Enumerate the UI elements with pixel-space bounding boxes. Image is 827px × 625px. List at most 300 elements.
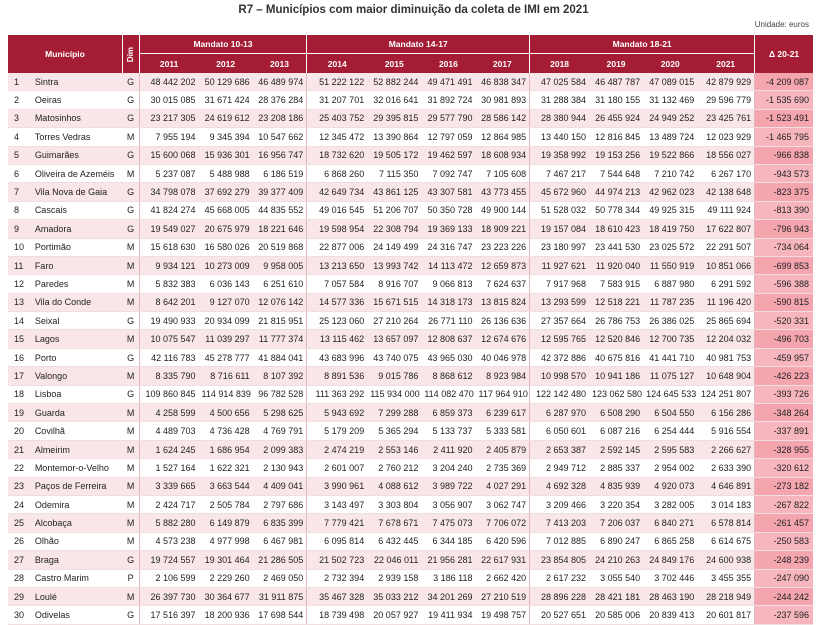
year-value: 7 413 203	[530, 514, 589, 532]
year-value: 3 455 355	[697, 569, 754, 587]
delta-value: -1 535 690	[755, 91, 813, 109]
delta-value: -813 390	[755, 201, 813, 219]
year-value: 22 291 507	[697, 238, 754, 256]
row-index: 24	[8, 495, 29, 513]
year-value: 115 934 000	[367, 385, 421, 403]
year-value: 12 518 221	[589, 293, 643, 311]
delta-value: -348 264	[755, 404, 813, 422]
year-value: 5 916 554	[697, 422, 754, 440]
year-value: 2 229 260	[199, 569, 253, 587]
municipality-name: Seixal	[29, 312, 123, 330]
year-value: 28 421 181	[589, 587, 643, 605]
municipality-name: Matosinhos	[29, 109, 123, 127]
year-value: 4 409 041	[253, 477, 307, 495]
year-value: 25 403 752	[307, 109, 367, 127]
year-value: 7 092 747	[421, 164, 475, 182]
dimension-code: G	[123, 220, 140, 238]
header-year: 2017	[475, 54, 529, 74]
municipalities-table	[8, 35, 813, 625]
dimension-code: G	[123, 73, 140, 91]
year-value: 6 036 143	[199, 275, 253, 293]
year-value: 6 267 170	[697, 164, 754, 182]
year-value: 19 369 133	[421, 220, 475, 238]
year-value: 4 500 656	[199, 404, 253, 422]
year-value: 12 808 637	[421, 330, 475, 348]
year-value: 46 489 974	[253, 73, 307, 91]
year-value: 6 840 271	[643, 514, 697, 532]
row-index: 5	[8, 146, 29, 164]
table-row	[8, 256, 813, 274]
year-value: 10 547 662	[253, 128, 307, 146]
year-value: 7 467 217	[530, 164, 589, 182]
header-year: 2016	[421, 54, 475, 74]
delta-value: -244 242	[755, 587, 813, 605]
year-value: 45 672 960	[530, 183, 589, 201]
dimension-code: M	[123, 293, 140, 311]
delta-value: -261 457	[755, 514, 813, 532]
delta-value: -273 182	[755, 477, 813, 495]
year-value: 49 925 315	[643, 201, 697, 219]
municipality-name: Torres Vedras	[29, 128, 123, 146]
delta-value: -247 090	[755, 569, 813, 587]
year-value: 15 600 068	[139, 146, 198, 164]
year-value: 13 390 864	[367, 128, 421, 146]
year-value: 6 149 879	[199, 514, 253, 532]
year-value: 50 350 728	[421, 201, 475, 219]
municipality-name: Amadora	[29, 220, 123, 238]
year-value: 9 934 121	[139, 256, 198, 274]
year-value: 17 622 807	[697, 220, 754, 238]
year-value: 26 455 924	[589, 109, 643, 127]
year-value: 19 411 934	[421, 606, 475, 624]
year-value: 3 143 497	[307, 495, 367, 513]
table-row	[8, 569, 813, 587]
year-value: 2 760 212	[367, 459, 421, 477]
year-value: 2 106 599	[139, 569, 198, 587]
year-value: 2 266 627	[697, 440, 754, 458]
year-value: 43 773 455	[475, 183, 529, 201]
dimension-code: M	[123, 477, 140, 495]
year-value: 114 914 839	[199, 385, 253, 403]
year-value: 2 592 145	[589, 440, 643, 458]
year-value: 37 692 279	[199, 183, 253, 201]
year-value: 26 771 110	[421, 312, 475, 330]
row-index: 30	[8, 606, 29, 624]
year-value: 2 099 383	[253, 440, 307, 458]
year-value: 6 835 399	[253, 514, 307, 532]
year-value: 3 989 722	[421, 477, 475, 495]
row-index: 12	[8, 275, 29, 293]
year-value: 18 221 646	[253, 220, 307, 238]
year-value: 12 204 032	[697, 330, 754, 348]
year-value: 5 943 692	[307, 404, 367, 422]
year-value: 2 469 050	[253, 569, 307, 587]
year-value: 12 864 985	[475, 128, 529, 146]
header-group-mandato-10-13: Mandato 10-13	[139, 35, 307, 54]
year-value: 12 076 142	[253, 293, 307, 311]
year-value: 47 025 584	[530, 73, 589, 91]
year-value: 18 909 221	[475, 220, 529, 238]
year-value: 7 210 742	[643, 164, 697, 182]
year-value: 24 316 747	[421, 238, 475, 256]
delta-value: -250 583	[755, 532, 813, 550]
year-value: 47 089 015	[643, 73, 697, 91]
year-value: 40 046 978	[475, 348, 529, 366]
dimension-code: M	[123, 459, 140, 477]
year-value: 124 645 533	[643, 385, 697, 403]
year-value: 51 528 032	[530, 201, 589, 219]
year-value: 9 958 005	[253, 256, 307, 274]
year-value: 21 286 505	[253, 551, 307, 569]
year-value: 7 012 885	[530, 532, 589, 550]
year-value: 51 222 122	[307, 73, 367, 91]
municipality-name: Olhão	[29, 532, 123, 550]
municipality-name: Cascais	[29, 201, 123, 219]
year-value: 3 056 907	[421, 495, 475, 513]
year-value: 16 956 747	[253, 146, 307, 164]
year-value: 8 868 612	[421, 367, 475, 385]
delta-value: -596 388	[755, 275, 813, 293]
year-value: 24 619 612	[199, 109, 253, 127]
table-row	[8, 91, 813, 109]
year-value: 7 115 350	[367, 164, 421, 182]
year-value: 1 622 321	[199, 459, 253, 477]
year-value: 21 502 723	[307, 551, 367, 569]
year-value: 8 642 201	[139, 293, 198, 311]
year-value: 22 877 006	[307, 238, 367, 256]
year-value: 19 598 954	[307, 220, 367, 238]
year-value: 20 519 868	[253, 238, 307, 256]
year-value: 6 087 216	[589, 422, 643, 440]
year-value: 3 204 240	[421, 459, 475, 477]
year-value: 6 859 373	[421, 404, 475, 422]
year-value: 45 668 005	[199, 201, 253, 219]
year-value: 18 608 934	[475, 146, 529, 164]
delta-value: -393 726	[755, 385, 813, 403]
year-value: 6 432 445	[367, 532, 421, 550]
year-value: 20 585 006	[589, 606, 643, 624]
year-value: 4 769 791	[253, 422, 307, 440]
row-index: 19	[8, 404, 29, 422]
year-value: 117 964 910	[475, 385, 529, 403]
delta-value: -426 223	[755, 367, 813, 385]
municipality-name: Loulé	[29, 587, 123, 605]
table-row	[8, 367, 813, 385]
year-value: 28 896 228	[530, 587, 589, 605]
year-value: 18 419 750	[643, 220, 697, 238]
year-value: 4 646 891	[697, 477, 754, 495]
header-year: 2021	[697, 54, 754, 74]
year-value: 42 962 023	[643, 183, 697, 201]
municipality-name: Lagos	[29, 330, 123, 348]
year-value: 8 923 984	[475, 367, 529, 385]
year-value: 2 595 583	[643, 440, 697, 458]
year-value: 6 578 814	[697, 514, 754, 532]
row-index: 18	[8, 385, 29, 403]
year-value: 123 062 580	[589, 385, 643, 403]
dimension-code: M	[123, 404, 140, 422]
table-row	[8, 164, 813, 182]
year-value: 42 372 886	[530, 348, 589, 366]
year-value: 19 358 992	[530, 146, 589, 164]
year-value: 2 411 920	[421, 440, 475, 458]
municipality-name: Valongo	[29, 367, 123, 385]
dimension-code: M	[123, 367, 140, 385]
year-value: 22 617 931	[475, 551, 529, 569]
year-value: 45 278 777	[199, 348, 253, 366]
table-row	[8, 440, 813, 458]
table-row	[8, 459, 813, 477]
year-value: 4 835 939	[589, 477, 643, 495]
year-value: 8 916 707	[367, 275, 421, 293]
year-value: 23 208 186	[253, 109, 307, 127]
municipality-name: Odemira	[29, 495, 123, 513]
year-value: 9 345 394	[199, 128, 253, 146]
year-value: 8 335 790	[139, 367, 198, 385]
year-value: 10 648 904	[697, 367, 754, 385]
year-value: 50 778 344	[589, 201, 643, 219]
dimension-code: G	[123, 109, 140, 127]
year-value: 2 797 686	[253, 495, 307, 513]
year-value: 24 849 176	[643, 551, 697, 569]
year-value: 3 014 183	[697, 495, 754, 513]
year-value: 6 504 550	[643, 404, 697, 422]
dimension-code: M	[123, 330, 140, 348]
year-value: 20 057 927	[367, 606, 421, 624]
year-value: 15 671 515	[367, 293, 421, 311]
year-value: 2 130 943	[253, 459, 307, 477]
year-value: 11 196 420	[697, 293, 754, 311]
year-value: 19 153 256	[589, 146, 643, 164]
dimension-code: M	[123, 275, 140, 293]
municipality-name: Faro	[29, 256, 123, 274]
year-value: 27 210 264	[367, 312, 421, 330]
dimension-code: M	[123, 532, 140, 550]
year-value: 2 505 784	[199, 495, 253, 513]
header-dim: Dim	[123, 35, 140, 73]
year-value: 26 386 025	[643, 312, 697, 330]
header-year: 2018	[530, 54, 589, 74]
row-index: 10	[8, 238, 29, 256]
municipality-name: Vila do Conde	[29, 293, 123, 311]
year-value: 12 345 472	[307, 128, 367, 146]
year-value: 19 490 933	[139, 312, 198, 330]
municipality-name: Odivelas	[29, 606, 123, 624]
year-value: 2 885 337	[589, 459, 643, 477]
year-value: 23 223 226	[475, 238, 529, 256]
table-row	[8, 146, 813, 164]
table-row	[8, 293, 813, 311]
row-index: 26	[8, 532, 29, 550]
year-value: 3 055 540	[589, 569, 643, 587]
row-index: 25	[8, 514, 29, 532]
year-value: 18 739 498	[307, 606, 367, 624]
year-value: 10 851 066	[697, 256, 754, 274]
table-row	[8, 183, 813, 201]
year-value: 12 023 929	[697, 128, 754, 146]
delta-value: -1 465 795	[755, 128, 813, 146]
dimension-code: M	[123, 256, 140, 274]
page-title: R7 – Municípios com maior diminuição da coleta de IMI em 2021	[238, 4, 589, 16]
year-value: 10 273 009	[199, 256, 253, 274]
year-value: 11 039 297	[199, 330, 253, 348]
table-body	[8, 73, 813, 624]
row-index: 21	[8, 440, 29, 458]
year-value: 31 892 724	[421, 91, 475, 109]
year-value: 3 062 747	[475, 495, 529, 513]
year-value: 49 016 545	[307, 201, 367, 219]
year-value: 35 033 212	[367, 587, 421, 605]
table-row	[8, 514, 813, 532]
row-index: 22	[8, 459, 29, 477]
year-value: 30 015 085	[139, 91, 198, 109]
municipality-name: Covilhã	[29, 422, 123, 440]
year-value: 41 441 710	[643, 348, 697, 366]
year-value: 18 200 936	[199, 606, 253, 624]
year-value: 21 956 281	[421, 551, 475, 569]
table-row	[8, 238, 813, 256]
year-value: 124 251 807	[697, 385, 754, 403]
municipality-name: Oeiras	[29, 91, 123, 109]
year-value: 114 082 470	[421, 385, 475, 403]
year-value: 19 522 866	[643, 146, 697, 164]
table-row	[8, 348, 813, 366]
year-value: 25 123 060	[307, 312, 367, 330]
year-value: 18 556 027	[697, 146, 754, 164]
row-index: 23	[8, 477, 29, 495]
table-row	[8, 128, 813, 146]
year-value: 48 442 202	[139, 73, 198, 91]
year-value: 31 132 469	[643, 91, 697, 109]
year-value: 8 716 611	[199, 367, 253, 385]
year-value: 6 239 617	[475, 404, 529, 422]
header-year: 2012	[199, 54, 253, 74]
municipality-name: Lisboa	[29, 385, 123, 403]
year-value: 13 293 599	[530, 293, 589, 311]
year-value: 42 116 783	[139, 348, 198, 366]
year-value: 49 111 924	[697, 201, 754, 219]
year-value: 42 649 734	[307, 183, 367, 201]
year-value: 3 303 804	[367, 495, 421, 513]
year-value: 31 180 155	[589, 91, 643, 109]
year-value: 3 663 544	[199, 477, 253, 495]
year-value: 7 206 037	[589, 514, 643, 532]
year-value: 19 462 597	[421, 146, 475, 164]
year-value: 2 424 717	[139, 495, 198, 513]
year-value: 6 467 981	[253, 532, 307, 550]
year-value: 24 949 252	[643, 109, 697, 127]
header-municipio: Município	[8, 35, 123, 73]
delta-value: -699 853	[755, 256, 813, 274]
year-value: 2 633 390	[697, 459, 754, 477]
year-value: 26 786 753	[589, 312, 643, 330]
table-row	[8, 385, 813, 403]
header-year: 2013	[253, 54, 307, 74]
table-row	[8, 495, 813, 513]
year-value: 12 674 676	[475, 330, 529, 348]
delta-value: -459 957	[755, 348, 813, 366]
year-value: 5 333 581	[475, 422, 529, 440]
dimension-code: M	[123, 128, 140, 146]
dimension-code: M	[123, 587, 140, 605]
row-index: 11	[8, 256, 29, 274]
year-value: 27 357 664	[530, 312, 589, 330]
year-value: 46 487 787	[589, 73, 643, 91]
municipality-name: Porto	[29, 348, 123, 366]
year-value: 13 489 724	[643, 128, 697, 146]
table-row	[8, 404, 813, 422]
year-value: 19 505 172	[367, 146, 421, 164]
delta-value: -328 955	[755, 440, 813, 458]
row-index: 2	[8, 91, 29, 109]
year-value: 3 220 354	[589, 495, 643, 513]
year-value: 111 363 292	[307, 385, 367, 403]
delta-value: -590 815	[755, 293, 813, 311]
year-value: 2 653 387	[530, 440, 589, 458]
row-index: 14	[8, 312, 29, 330]
header-year: 2015	[367, 54, 421, 74]
year-value: 20 934 099	[199, 312, 253, 330]
year-value: 12 797 059	[421, 128, 475, 146]
year-value: 18 610 423	[589, 220, 643, 238]
municipality-name: Montemor-o-Velho	[29, 459, 123, 477]
year-value: 26 136 636	[475, 312, 529, 330]
year-value: 31 207 701	[307, 91, 367, 109]
year-value: 42 879 929	[697, 73, 754, 91]
municipality-name: Oliveira de Azeméis	[29, 164, 123, 182]
year-value: 1 527 164	[139, 459, 198, 477]
year-value: 20 839 413	[643, 606, 697, 624]
year-value: 9 127 070	[199, 293, 253, 311]
year-value: 5 832 383	[139, 275, 198, 293]
year-value: 28 463 190	[643, 587, 697, 605]
year-value: 23 854 805	[530, 551, 589, 569]
year-value: 11 787 235	[643, 293, 697, 311]
year-value: 4 977 998	[199, 532, 253, 550]
year-value: 1 624 245	[139, 440, 198, 458]
year-value: 39 377 409	[253, 183, 307, 201]
year-value: 11 550 919	[643, 256, 697, 274]
year-value: 24 600 938	[697, 551, 754, 569]
year-value: 31 288 384	[530, 91, 589, 109]
year-value: 43 965 030	[421, 348, 475, 366]
table-row	[8, 275, 813, 293]
year-value: 29 577 790	[421, 109, 475, 127]
delta-value: -520 331	[755, 312, 813, 330]
table-row	[8, 477, 813, 495]
delta-value: -943 573	[755, 164, 813, 182]
year-value: 29 596 779	[697, 91, 754, 109]
year-value: 10 941 186	[589, 367, 643, 385]
year-value: 14 577 336	[307, 293, 367, 311]
row-index: 4	[8, 128, 29, 146]
year-value: 7 544 648	[589, 164, 643, 182]
dimension-code: G	[123, 183, 140, 201]
year-value: 2 732 394	[307, 569, 367, 587]
table-row	[8, 422, 813, 440]
delta-value: -1 523 491	[755, 109, 813, 127]
delta-value: -248 239	[755, 551, 813, 569]
year-value: 5 882 280	[139, 514, 198, 532]
year-value: 8 107 392	[253, 367, 307, 385]
year-value: 23 441 530	[589, 238, 643, 256]
year-value: 28 380 944	[530, 109, 589, 127]
year-value: 42 138 648	[697, 183, 754, 201]
year-value: 6 868 260	[307, 164, 367, 182]
year-value: 6 254 444	[643, 422, 697, 440]
year-value: 109 860 845	[139, 385, 198, 403]
table-row	[8, 201, 813, 219]
